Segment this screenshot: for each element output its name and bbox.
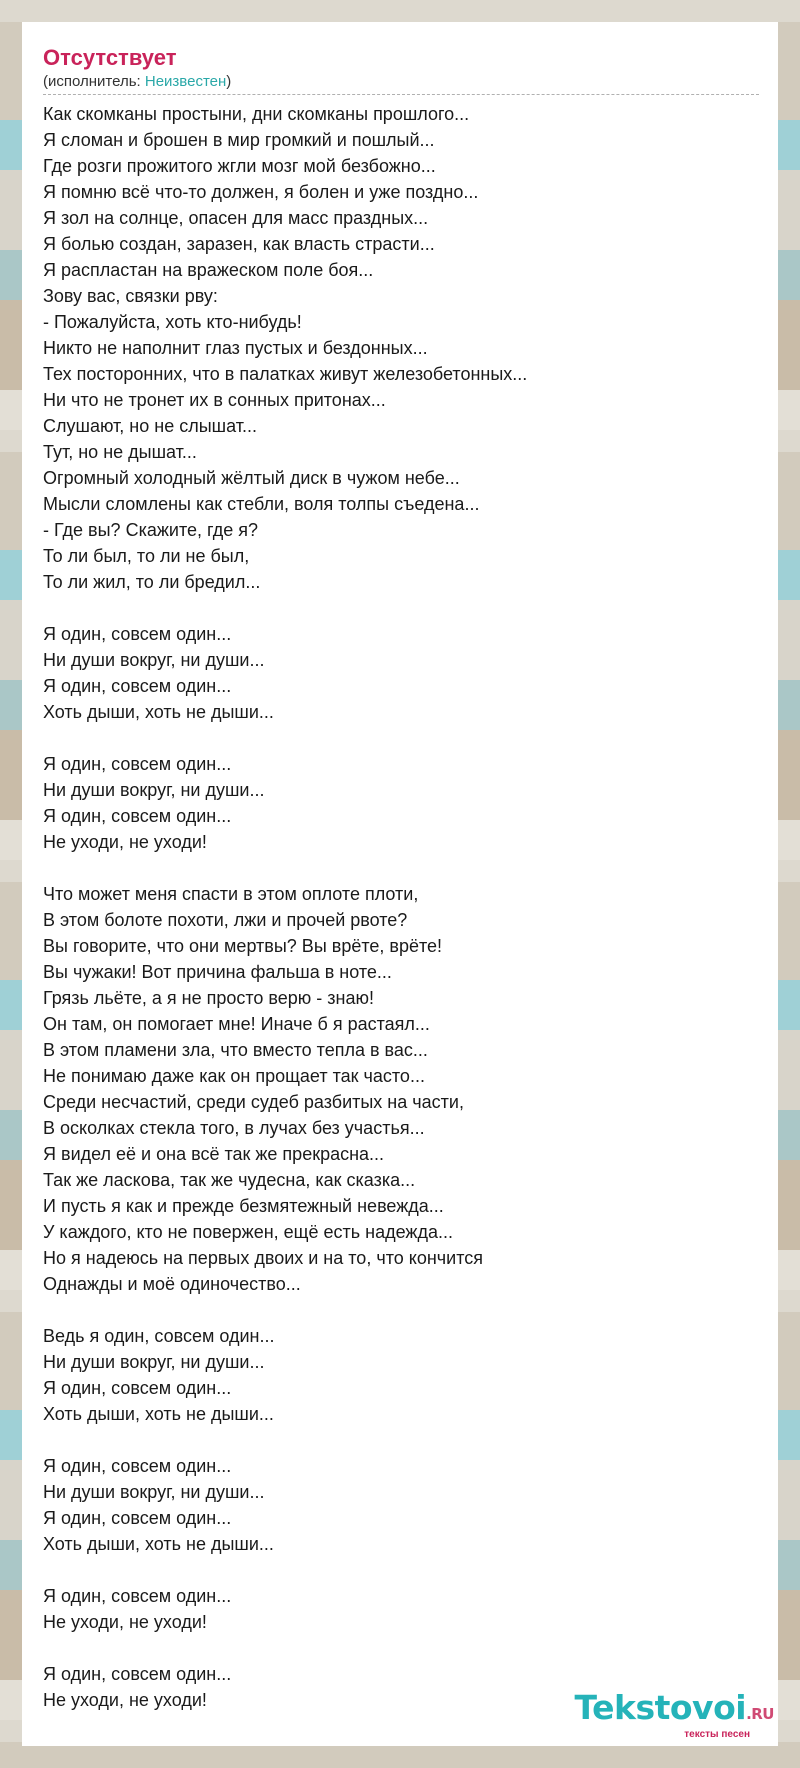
lyric-line: Что может меня спасти в этом оплоте плоти,: [43, 884, 419, 904]
lyric-line: Никто не наполнит глаз пустых и бездонных...: [43, 338, 428, 358]
lyric-line: Я один, совсем один...: [43, 1586, 232, 1606]
lyric-line: Я один, совсем один...: [43, 1378, 232, 1398]
logo-wordmark: [574, 1688, 774, 1731]
artist-line: [43, 73, 758, 91]
lyric-line: Ведь я один, совсем один...: [43, 1326, 275, 1346]
artist-suffix: ): [226, 73, 232, 90]
lyric-line: [43, 1427, 758, 1453]
lyric-line: - Пожалуйста, хоть кто-нибудь!: [43, 312, 302, 332]
lyric-line: Где розги прожитого жгли мозг мой безбожно...: [43, 156, 436, 176]
lyric-line: Ни что не тронет их в сонных притонах...: [43, 390, 386, 410]
lyric-line: Хоть дыши, хоть не дыши...: [43, 1534, 274, 1554]
lyric-line: - Где вы? Скажите, где я?: [43, 520, 259, 540]
logo-tagline: тексты песен: [684, 1729, 750, 1740]
lyric-line: То ли жил, то ли бредил...: [43, 572, 261, 592]
lyric-line: В этом болоте похоти, лжи и прочей рвоте?: [43, 910, 408, 930]
lyric-line: Не уходи, не уходи!: [43, 832, 207, 852]
lyric-line: Слушают, но не слышат...: [43, 416, 257, 436]
lyric-line: Мысли сломлены как стебли, воля толпы съедена...: [43, 494, 480, 514]
lyric-line: [43, 855, 758, 881]
lyric-line: Грязь льёте, а я не просто верю - знаю!: [43, 988, 374, 1008]
lyric-line: [43, 595, 758, 621]
lyric-line: Вы говорите, что они мертвы? Вы врёте, врёте!: [43, 936, 443, 956]
lyric-line: [43, 1635, 758, 1661]
lyric-line: Ни души вокруг, ни души...: [43, 780, 265, 800]
lyric-line: Хоть дыши, хоть не дыши...: [43, 1404, 274, 1424]
lyric-line: Я помню всё что-то должен, я болен и уже поздно...: [43, 182, 479, 202]
lyric-line: Я один, совсем один...: [43, 676, 232, 696]
lyric-line: Ни души вокруг, ни души...: [43, 1352, 265, 1372]
lyric-line: Я болью создан, заразен, как власть страсти...: [43, 234, 435, 254]
lyric-line: В осколках стекла того, в лучах без участья...: [43, 1118, 425, 1138]
lyric-line: [43, 1297, 758, 1323]
lyrics-card: [22, 22, 778, 1746]
lyric-line: Я один, совсем один...: [43, 624, 232, 644]
lyric-line: У каждого, кто не повержен, ещё есть надежда...: [43, 1222, 453, 1242]
lyric-line: Тех посторонних, что в палатках живут железобетонных...: [43, 364, 528, 384]
lyric-line: Не понимаю даже как он прощает так часто...: [43, 1066, 425, 1086]
lyric-line: Я видел её и она всё так же прекрасна...: [43, 1144, 385, 1164]
lyric-line: Но я надеюсь на первых двоих и на то, что кончится: [43, 1248, 483, 1268]
song-title: Отсутствует: [43, 45, 177, 70]
lyric-line: Я один, совсем один...: [43, 754, 232, 774]
lyric-line: Так же ласкова, так же чудесна, как сказка...: [43, 1170, 416, 1190]
lyric-line: В этом пламени зла, что вместо тепла в вас...: [43, 1040, 428, 1060]
lyric-line: Не уходи, не уходи!: [43, 1690, 207, 1710]
lyric-line: Как скомканы простыни, дни скомканы прошлого...: [43, 104, 470, 124]
artist-prefix: (исполнитель:: [43, 73, 145, 90]
lyric-line: Не уходи, не уходи!: [43, 1612, 207, 1632]
lyric-line: Тут, но не дышат...: [43, 442, 197, 462]
lyric-line: Я сломан и брошен в мир громкий и пошлый...: [43, 130, 435, 150]
lyric-line: Зову вас, связки рву:: [43, 286, 218, 306]
lyric-line: Ни души вокруг, ни души...: [43, 650, 265, 670]
lyric-line: Я один, совсем один...: [43, 1456, 232, 1476]
lyric-line: Однажды и моё одиночество...: [43, 1274, 301, 1294]
lyric-line: Хоть дыши, хоть не дыши...: [43, 702, 274, 722]
lyric-line: И пусть я как и прежде безмятежный невежда...: [43, 1196, 444, 1216]
artist-link[interactable]: Неизвестен: [144, 73, 227, 90]
title-divider: [43, 94, 759, 95]
lyric-line: Огромный холодный жёлтый диск в чужом небе...: [43, 468, 460, 488]
lyrics-body: [43, 101, 758, 1713]
lyric-line: [43, 1557, 758, 1583]
lyric-line: Ни души вокруг, ни души...: [43, 1482, 265, 1502]
lyric-line: Он там, он помогает мне! Иначе б я растаял...: [43, 1014, 430, 1034]
lyric-line: Среди несчастий, среди судеб разбитых на части,: [43, 1092, 464, 1112]
lyric-line: То ли был, то ли не был,: [43, 546, 250, 566]
lyric-line: Я один, совсем один...: [43, 1508, 232, 1528]
lyric-line: Я зол на солнце, опасен для масс праздных...: [43, 208, 429, 228]
site-logo[interactable]: [574, 1688, 774, 1740]
lyric-line: [43, 725, 758, 751]
lyric-line: Я один, совсем один...: [43, 806, 232, 826]
lyric-line: Вы чужаки! Вот причина фальша в ноте...: [43, 962, 392, 982]
lyric-line: Я распластан на вражеском поле боя...: [43, 260, 374, 280]
lyric-line: Я один, совсем один...: [43, 1664, 232, 1684]
logo-tld: .RU: [746, 1705, 774, 1723]
logo-name: Tekstovoi: [574, 1688, 747, 1727]
